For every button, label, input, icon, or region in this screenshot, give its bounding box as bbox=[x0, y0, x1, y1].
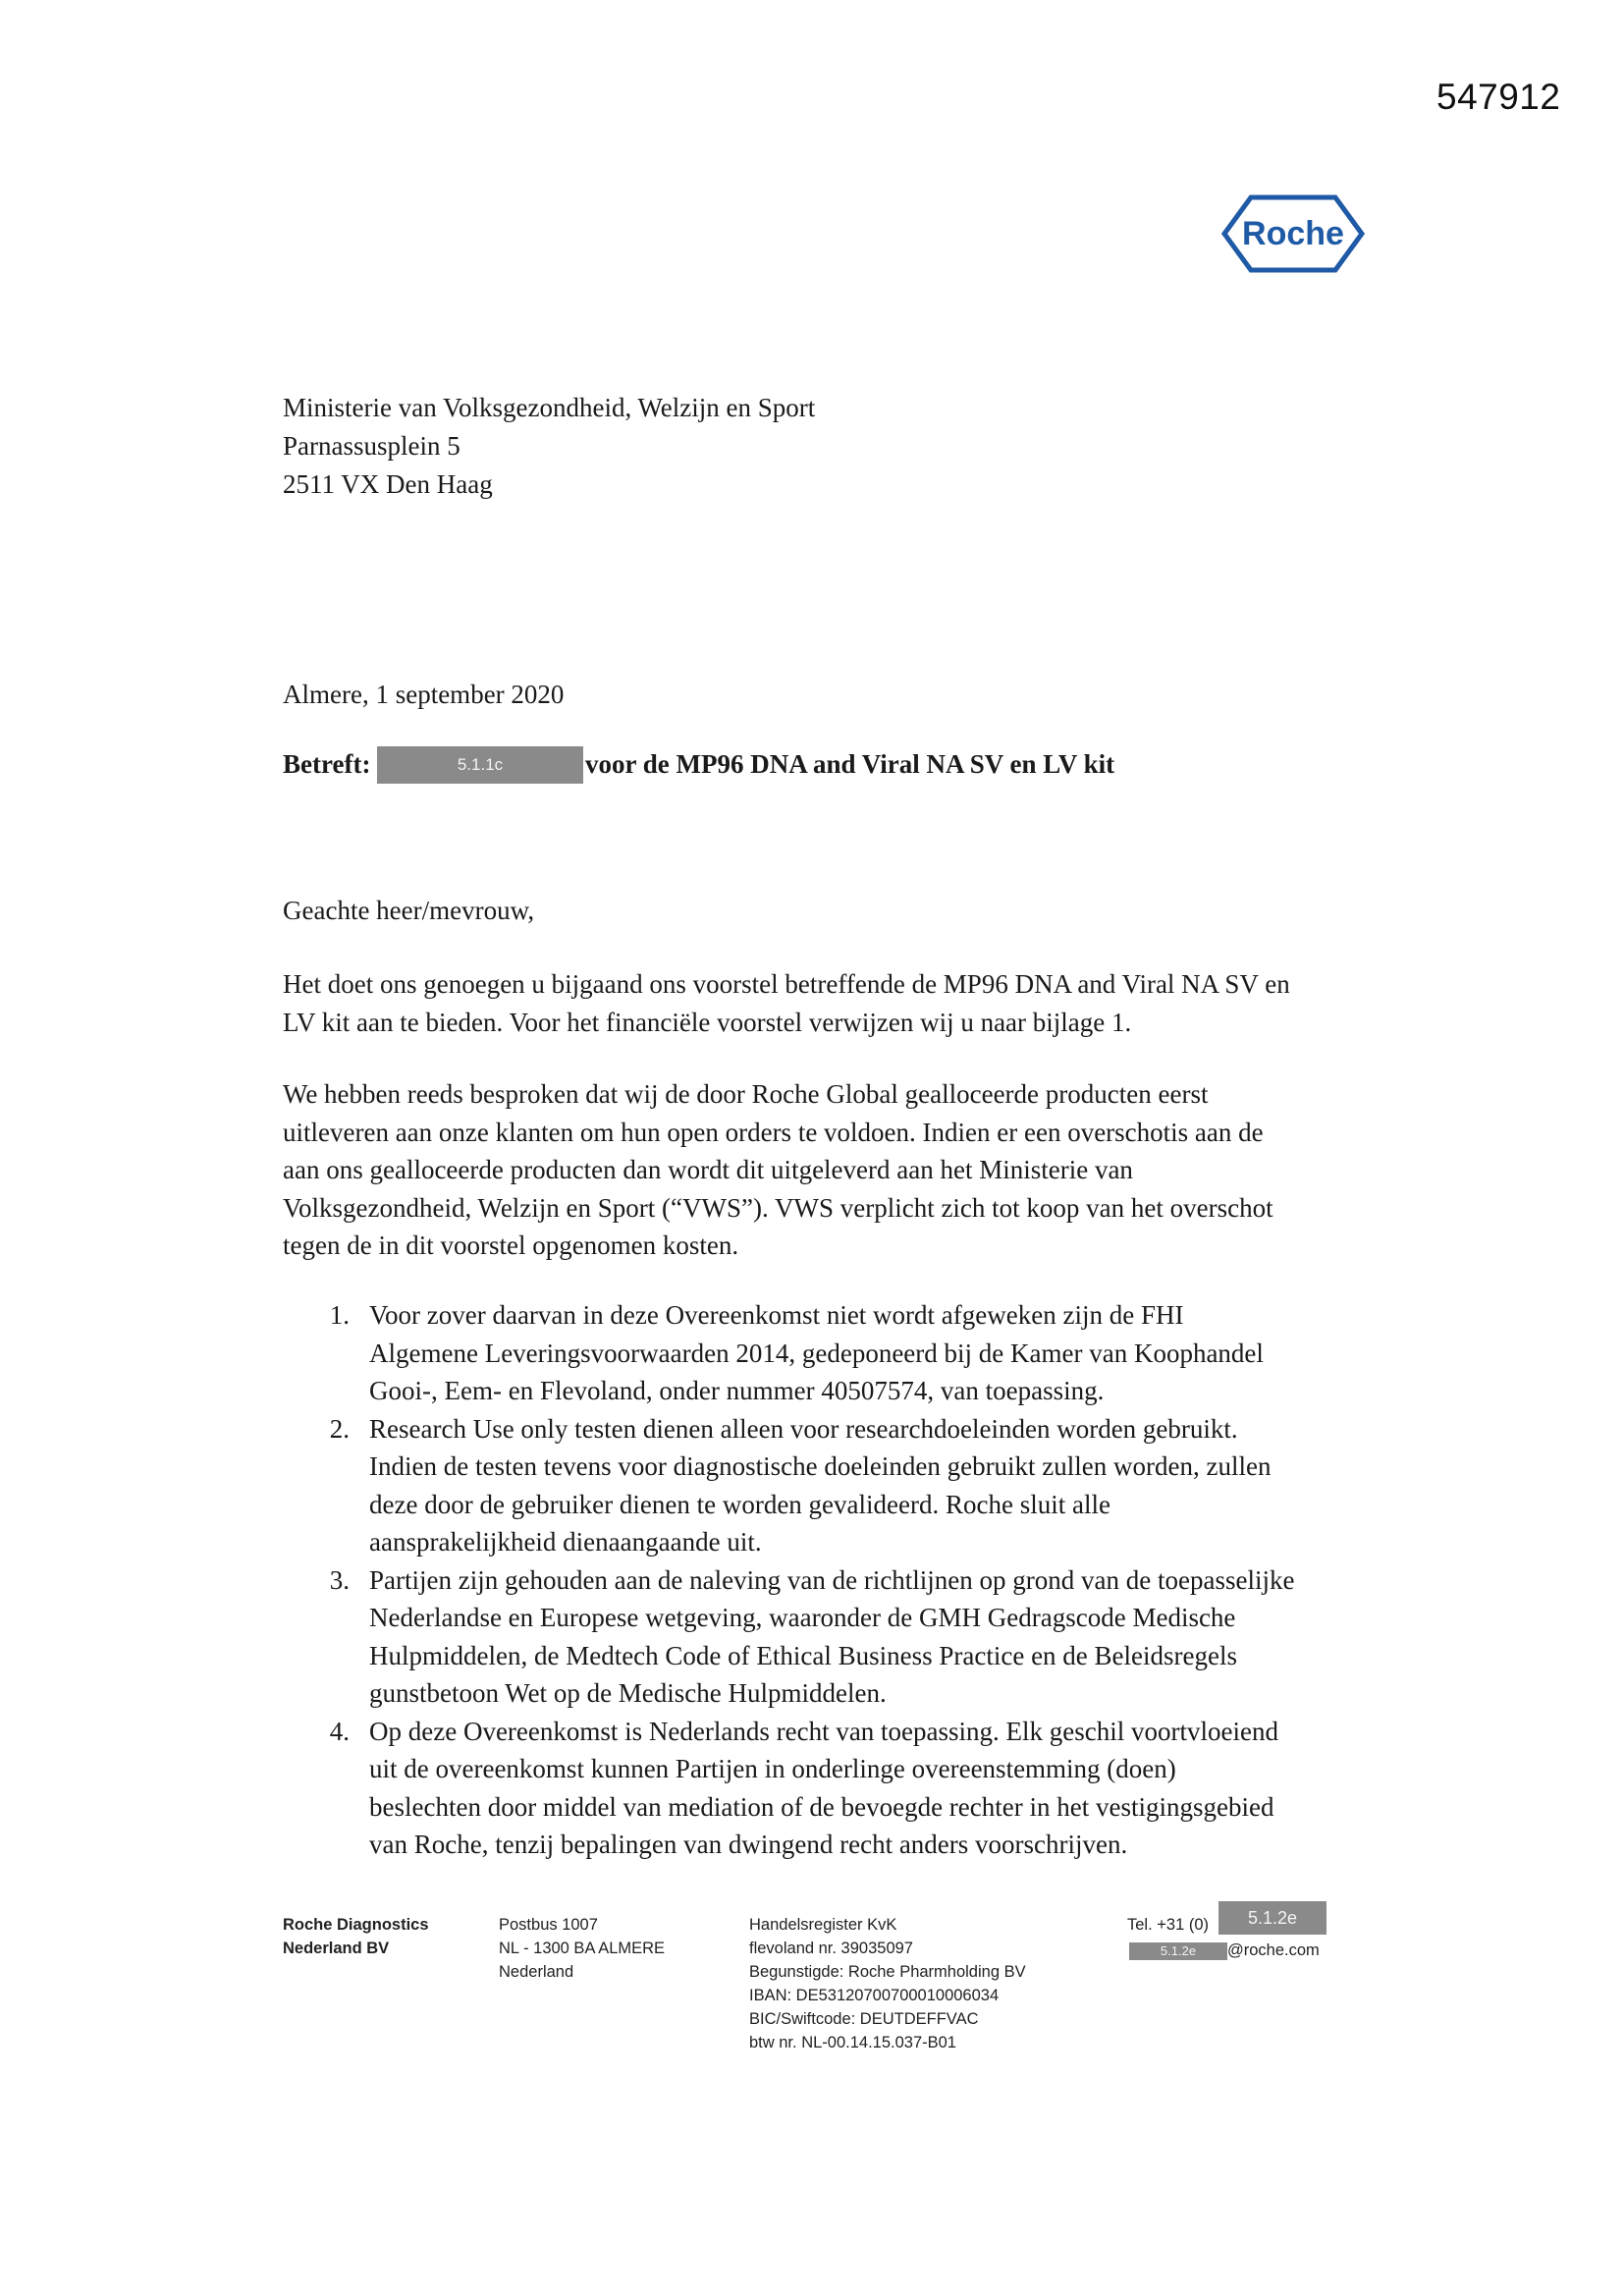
term-line: aansprakelijkheid dienaangaande uit. bbox=[369, 1527, 762, 1557]
term-number: 4. bbox=[329, 1716, 350, 1746]
term-line: Voor zover daarvan in deze Overeenkomst niet wordt afgeweken zijn de FHI bbox=[369, 1300, 1184, 1330]
term-line: Op deze Overeenkomst is Nederlands recht van toepassing. Elk geschil voortvloeiend bbox=[369, 1716, 1278, 1746]
term-line: Hulpmiddelen, de Medtech Code of Ethical Business Practice en de Beleidsregels bbox=[369, 1640, 1237, 1670]
term-number: 3. bbox=[329, 1564, 350, 1595]
term-item bbox=[283, 1561, 1373, 1713]
term-item bbox=[283, 1410, 1373, 1561]
footer-registry-line: IBAN: DE53120700700010006034 bbox=[749, 1987, 1000, 2004]
paragraph-line: aan ons gealloceerde producten dan wordt dit uitgeleverd aan het Ministerie van bbox=[283, 1155, 1133, 1184]
term-line: Indien de testen tevens voor diagnostische doeleinden gebruikt zullen worden, zullen bbox=[369, 1451, 1272, 1481]
place-and-date: Almere, 1 september 2020 bbox=[283, 680, 565, 709]
footer-company-line: Nederland BV bbox=[283, 1940, 390, 1957]
term-line: gunstbetoon Wet op de Medische Hulpmiddelen. bbox=[369, 1678, 887, 1708]
footer-registry-line: Begunstigde: Roche Pharmholding BV bbox=[749, 1963, 1026, 1981]
roche-logo-text: Roche bbox=[1242, 215, 1344, 252]
term-item bbox=[283, 1713, 1373, 1864]
term-line: uit de overeenkomst kunnen Partijen in onderlinge overeenstemming (doen) bbox=[369, 1754, 1176, 1783]
term-number: 2. bbox=[329, 1413, 350, 1444]
paragraph-line: Volksgezondheid, Welzijn en Sport (“VWS”). VWS verplicht zich tot koop van het overschot bbox=[283, 1192, 1273, 1223]
footer-registry-line: BIC/Swiftcode: DEUTDEFFVAC bbox=[749, 2010, 979, 2028]
subject-redaction: 5.1.1c bbox=[377, 746, 583, 784]
footer-company-line: Roche Diagnostics bbox=[283, 1916, 429, 1934]
footer-company bbox=[283, 1913, 429, 1960]
footer-registry-line: flevoland nr. 39035097 bbox=[749, 1940, 913, 1957]
subject-line bbox=[283, 748, 1114, 786]
recipient-line-1: Ministerie van Volksgezondheid, Welzijn en Sport bbox=[283, 393, 816, 422]
term-line: beslechten door middel van mediation of de bevoegde rechter in het vestigingsgebied bbox=[369, 1791, 1274, 1822]
term-line: Algemene Leveringsvoorwaarden 2014, gedeponeerd bij de Kamer van Koophandel bbox=[369, 1338, 1264, 1368]
footer-phone-redaction: 5.1.2e bbox=[1218, 1901, 1326, 1935]
footer-postal-line: NL - 1300 BA ALMERE bbox=[499, 1940, 666, 1957]
footer-email-domain: @roche.com bbox=[1227, 1941, 1320, 1959]
footer-postal-line: Postbus 1007 bbox=[499, 1916, 598, 1934]
term-number: 1. bbox=[329, 1300, 350, 1330]
letter-footer bbox=[283, 1908, 1363, 2070]
paragraph-line: uitleveren aan onze klanten om hun open orders te voldoen. Indien er een overschotis aan de bbox=[283, 1117, 1264, 1147]
footer-registry bbox=[749, 1913, 1026, 2054]
paragraph-line: We hebben reeds besproken dat wij de door Roche Global gealloceerde producten eerst bbox=[283, 1079, 1209, 1109]
terms-list bbox=[283, 1296, 1373, 1864]
term-line: Gooi-, Eem- en Flevoland, onder nummer 40507574, van toepassing. bbox=[369, 1376, 1105, 1405]
intro-paragraph bbox=[283, 965, 1363, 1041]
footer-postal-address bbox=[499, 1913, 665, 1984]
term-line: Nederlandse en Europese wetgeving, waaronder de GMH Gedragscode Medische bbox=[369, 1603, 1236, 1632]
salutation: Geachte heer/mevrouw, bbox=[283, 896, 535, 925]
paragraph-line: tegen de in dit voorstel opgenomen kosten. bbox=[283, 1230, 739, 1260]
recipient-line-2: Parnassusplein 5 bbox=[283, 431, 460, 461]
roche-logo bbox=[1221, 194, 1365, 273]
recipient-address bbox=[283, 389, 815, 504]
term-line: Research Use only testen dienen alleen voor researchdoeleinden worden gebruikt. bbox=[369, 1413, 1238, 1444]
term-line: van Roche, tenzij bepalingen van dwingend recht anders voorschrijven. bbox=[369, 1830, 1128, 1859]
footer-registry-line: Handelsregister KvK bbox=[749, 1916, 897, 1934]
footer-telephone: Tel. +31 (0) bbox=[1127, 1916, 1209, 1934]
subject-label: Betreft: bbox=[283, 749, 371, 780]
term-line: Partijen zijn gehouden aan de naleving van de richtlijnen op grond van de toepasselijke bbox=[369, 1564, 1295, 1595]
footer-email-redaction: 5.1.2e bbox=[1129, 1942, 1227, 1960]
footer-registry-line: btw nr. NL-00.14.15.037-B01 bbox=[749, 2034, 956, 2051]
allocation-paragraph bbox=[283, 1075, 1363, 1265]
recipient-line-3: 2511 VX Den Haag bbox=[283, 469, 493, 499]
paragraph-line: Het doet ons genoegen u bijgaand ons voorstel betreffende de MP96 DNA and Viral NA SV en bbox=[283, 969, 1290, 999]
paragraph-line: LV kit aan te bieden. Voor het financiële voorstel verwijzen wij u naar bijlage 1. bbox=[283, 1007, 1132, 1037]
term-line: deze door de gebruiker dienen te worden gevalideerd. Roche sluit alle bbox=[369, 1489, 1110, 1519]
term-item bbox=[283, 1296, 1373, 1410]
document-number: 547912 bbox=[1436, 77, 1561, 117]
footer-postal-line: Nederland bbox=[499, 1963, 574, 1981]
subject-text: voor de MP96 DNA and Viral NA SV en LV kit bbox=[585, 749, 1115, 780]
